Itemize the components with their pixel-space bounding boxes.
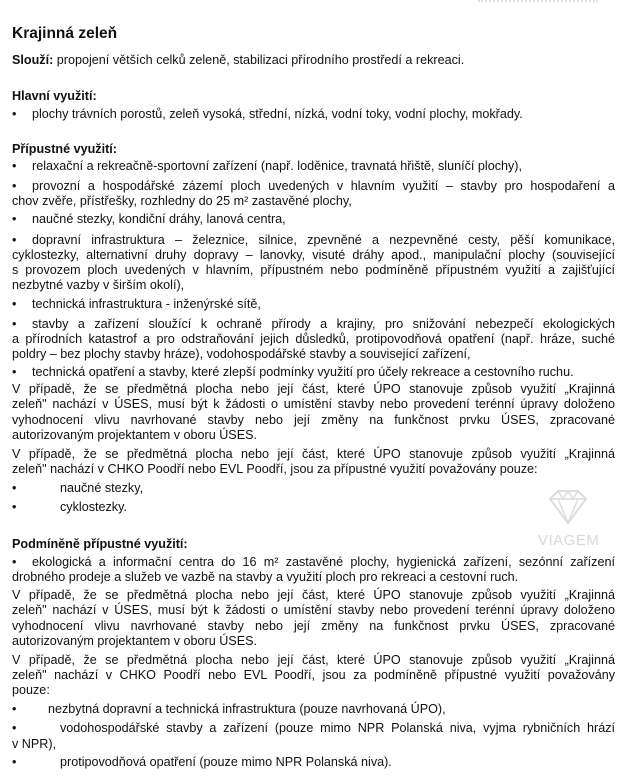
slouzi-text: propojení větších celků zeleně, stabilizaci přírodního prostředí a rekreaci. <box>53 53 465 67</box>
paragraph-line: zeleň" nachází v CHKO Poodří nebo EVL Poodří, jsou za podmíněně přípustné využití považovány <box>12 668 615 682</box>
list-item-cont: poldry – bez plochy stavby hráze), vodohospodářské stavby a související zařízení, <box>12 347 471 361</box>
paragraph-line: vyhodnocení vlivu navrhované stavby nebo její změny na funkčnost prvku ÚSES, zpracované <box>12 413 615 427</box>
bullet-marker: • <box>12 233 17 247</box>
list-item-cont: drobného prodeje a služeb ve vazbě na stavby a využití ploch pro rekreaci a cestovní ruch. <box>12 570 519 584</box>
bullet-marker: • <box>12 365 17 379</box>
list-item-cont: cyklostezky, alternativní druhy dopravy – lanovky, visuté dráhy apod., manipulační plochy (související <box>12 248 615 262</box>
list-item: technická opatření a stavby, které zlepší podmínky využití pro účely rekreace a cestovního ruchu. <box>32 365 574 379</box>
bullet-marker: • <box>12 702 17 716</box>
bullet-marker: • <box>12 212 17 226</box>
bullet-marker: • <box>12 721 17 735</box>
list-item-cont: s provozem ploch uvedených v hlavním, přípustném nebo podmíněně přípustném využití a zajišťující <box>12 263 615 277</box>
bullet-marker: • <box>12 179 17 193</box>
bullet-marker: • <box>12 159 17 173</box>
bullet-marker: • <box>12 555 17 569</box>
paragraph-line: pouze: <box>12 683 50 697</box>
sub-list-item: vodohospodářské stavby a zařízení (pouze mimo NPR Polanská niva, vyjma rybničních hrází <box>60 721 615 735</box>
list-item: relaxační a rekreačně-sportovní zařízení (např. loděnice, travnatá hřiště, sluníčí plochy), <box>32 159 522 173</box>
list-item: provozní a hospodářské zázemí ploch uvedených v hlavním využití – stavby pro hospodaření a <box>32 179 615 193</box>
paragraph-line: zeleň" nachází v CHKO Poodří nebo EVL Poodří, jsou za přípustné využití považovány pouze: <box>12 462 538 476</box>
sub-list-item: naučné stezky, <box>60 481 144 495</box>
watermark-logo <box>538 487 598 549</box>
bullet-marker: • <box>12 755 17 769</box>
slouzi-label: Slouží: <box>12 53 54 67</box>
bullet-marker: • <box>12 297 17 311</box>
bullet-marker: • <box>12 481 17 495</box>
list-item-cont: a přírodních katastrof a pro odstraňování jejich důsledků, protipovodňová opatření (např. hráze, suché <box>12 332 615 346</box>
pripustne-heading: Přípustné využití: <box>12 142 117 156</box>
bullet-marker: • <box>12 500 17 514</box>
list-item-cont: chov zvěře, přístřešky, rozhledny do 25 m² zastavěné plochy, <box>12 194 352 208</box>
bullet-marker: • <box>12 107 17 121</box>
hlavni-item: plochy trávních porostů, zeleň vysoká, střední, nízká, vodní toky, vodní plochy, mokřady. <box>32 107 523 121</box>
watermark-text: VIAGEM <box>538 532 600 549</box>
paragraph-line: V případě, že se předmětná plocha nebo její část, které ÚPO stanovuje způsob využití „Krajinná <box>12 653 615 667</box>
hlavni-heading: Hlavní využití: <box>12 89 97 103</box>
sub-list-item: nezbytná dopravní a technická infrastruktura (pouze navrhovaná ÚPO), <box>48 702 446 716</box>
list-item: stavby a zařízení sloužící k ochraně přírody a krajiny, pro snižování nebezpečí ekologických <box>32 317 615 331</box>
list-item: ekologická a informační centra do 16 m² zastavěné plochy, hygienická zařízení, sezónní zařízení <box>32 555 615 569</box>
paragraph-line: autorizovaným projektantem v oboru ÚSES. <box>12 428 257 442</box>
list-item-cont: nezbytné vazby v širším okolí), <box>12 278 185 292</box>
list-item: dopravní infrastruktura – železnice, silnice, zpevněné a nezpevněné cesty, pěší komunikace, <box>32 233 615 247</box>
paragraph-line: zeleň" nachází v ÚSES, musí být k žádosti o umístění stavby nebo provedení terénní úpravy doloženo <box>12 397 615 411</box>
podminene-heading: Podmíněně přípustné využití: <box>12 537 188 551</box>
list-item: naučné stezky, kondiční dráhy, lanová centra, <box>32 212 286 226</box>
sub-list-item-cont: v NPR), <box>12 737 57 751</box>
list-item: technická infrastruktura - inženýrské sítě, <box>32 297 261 311</box>
paragraph-line: V případě, že se předmětná plocha nebo její část, které ÚPO stanovuje způsob využití „Krajinná <box>12 382 615 396</box>
sub-list-item: protipovodňová opatření (pouze mimo NPR Polanská niva). <box>60 755 392 769</box>
section-title: Krajinná zeleň <box>12 25 118 42</box>
paragraph-line: V případě, že se předmětná plocha nebo její část, které ÚPO stanovuje způsob využití „Krajinná <box>12 588 615 602</box>
paragraph-line: vyhodnocení vlivu navrhované stavby nebo její změny na funkčnost prvku ÚSES, zpracované <box>12 619 615 633</box>
paragraph-line: autorizovaným projektantem v oboru ÚSES. <box>12 634 257 648</box>
top-edge-mark <box>478 0 598 6</box>
paragraph-line: V případě, že se předmětná plocha nebo její část, které ÚPO stanovuje způsob využití „Krajinná <box>12 447 615 461</box>
bullet-marker: • <box>12 317 17 331</box>
slouzi-paragraph <box>12 52 464 68</box>
diamond-icon <box>546 487 590 527</box>
sub-list-item: cyklostezky. <box>60 500 127 514</box>
paragraph-line: zeleň" nachází v ÚSES, musí být k žádosti o umístění stavby nebo provedení terénní úpravy doloženo <box>12 603 615 617</box>
